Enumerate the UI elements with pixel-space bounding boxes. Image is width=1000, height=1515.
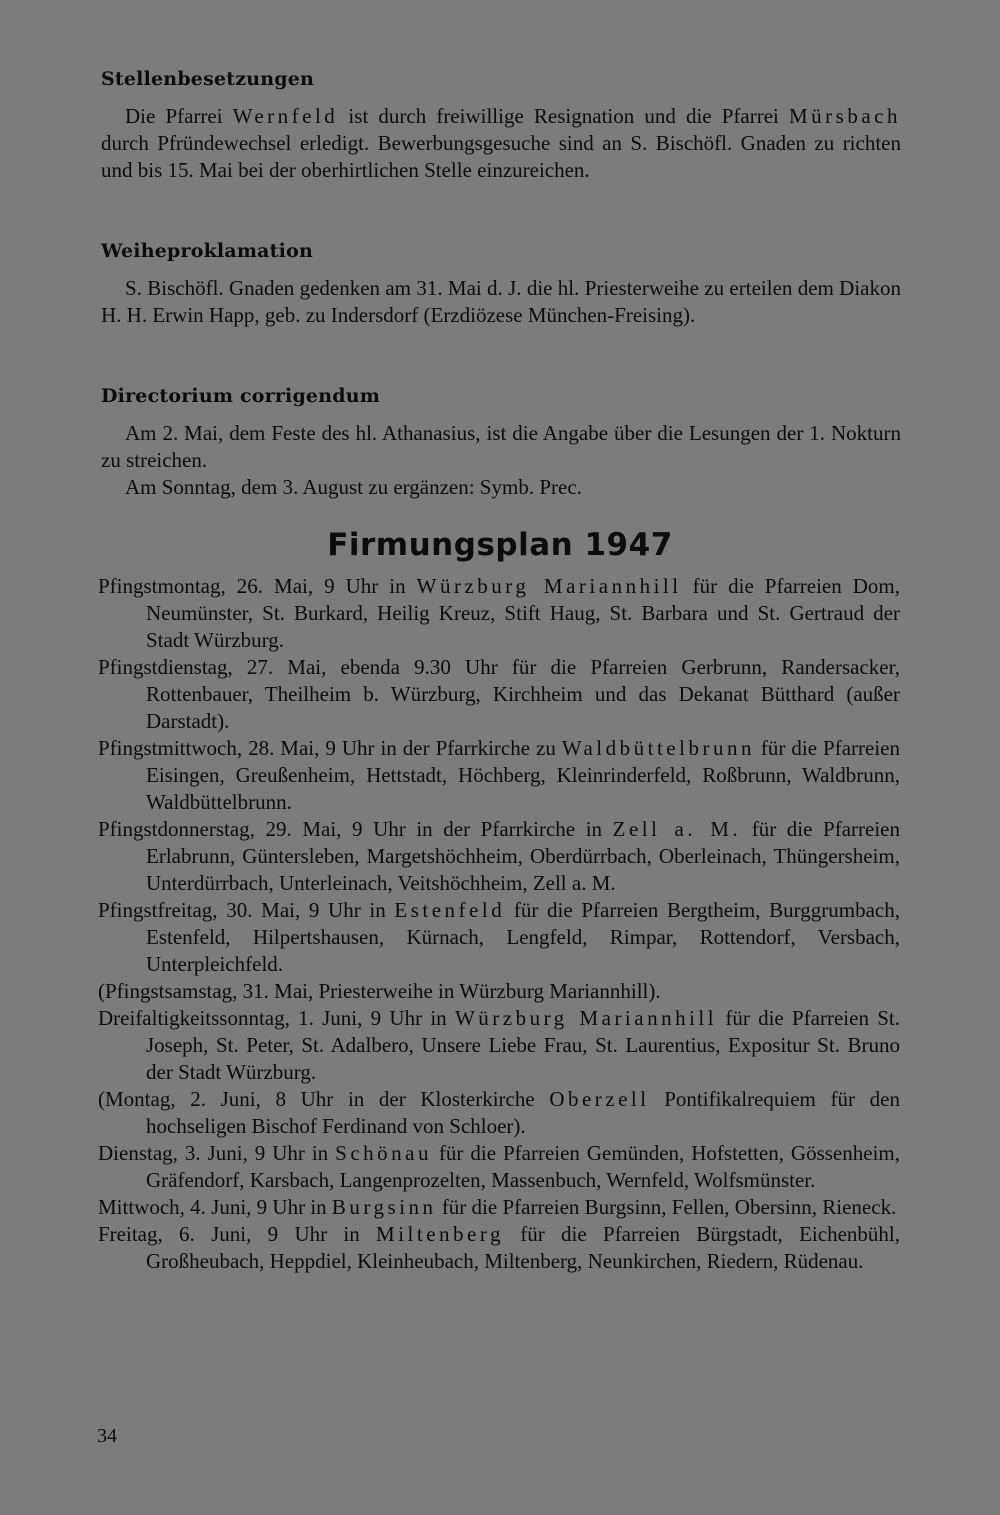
- section-paragraph: Am 2. Mai, dem Feste des hl. Athanasius, ist die Angabe über die Lesungen der 1. Nokturn zu streichen.: [101, 421, 901, 472]
- plan-entry: Pfingstdonnerstag, 29. Mai, 9 Uhr in der Pfarrkirche in Zell a. M. für die Pfarreien Erlabrunn, Güntersleben, Margetshöchheim, Oberdürrbach, Oberleinach, Thüngersheim, Unterdürrbach, Unterleinach, Veitshöchheim, Zell a. M.: [98, 817, 901, 895]
- section-stellenbesetzungen: [101, 68, 901, 184]
- section-paragraph: Die Pfarrei Wernfeld ist durch freiwillige Resignation und die Pfarrei Mürsbach durch Pfründewechsel erledigt. Bewerbungsgesuche sind an S. Bischöfl. Gnaden zu richten und bis 15. Mai bei der oberhirtlichen Stelle einzureichen.: [101, 104, 901, 182]
- section-heading: Stellenbesetzungen: [101, 68, 315, 90]
- section-paragraph: Am Sonntag, dem 3. August zu ergänzen: Symb. Prec.: [125, 475, 582, 499]
- plan-title: Firmungsplan 1947: [327, 527, 673, 563]
- plan-entry: (Montag, 2. Juni, 8 Uhr in der Klosterkirche Oberzell Pontifikalrequiem für den hochseligen Bischof Ferdinand von Schloer).: [98, 1087, 900, 1138]
- spaced-place-name: Wernfeld: [232, 104, 339, 128]
- plan-entry: Pfingstfreitag, 30. Mai, 9 Uhr in Estenfeld für die Pfarreien Bergtheim, Burggrumbach, Estenfeld, Hilpertshausen, Kürnach, Lengfeld, Rimpar, Rottendorf, Versbach, Unterpleichfeld.: [98, 898, 900, 976]
- spaced-place-name: Waldbüttelbrunn: [561, 736, 755, 760]
- section-paragraph: S. Bischöfl. Gnaden gedenken am 31. Mai d. J. die hl. Priesterweihe zu erteilen dem Diakon H. H. Erwin Happ, geb. zu Indersdorf (Erzdiözese München-Freising).: [101, 276, 901, 327]
- spaced-place-name: Miltenberg: [376, 1222, 504, 1246]
- spaced-place-name: Schönau: [335, 1141, 432, 1165]
- plan-entry: Dienstag, 3. Juni, 9 Uhr in Schönau für die Pfarreien Gemünden, Hofstetten, Gössenheim, Gräfendorf, Karsbach, Langenprozelten, Massenbuch, Wernfeld, Wolfsmünster.: [98, 1141, 900, 1192]
- spaced-place-name: Mürsbach: [789, 104, 901, 128]
- plan-entry: Pfingstmontag, 26. Mai, 9 Uhr in Würzburg Mariannhill für die Pfarreien Dom, Neumünster, St. Burkard, Heilig Kreuz, Stift Haug, St. Barbara und St. Gertraud der Stadt Würzburg.: [98, 574, 900, 652]
- spaced-place-name: Würzburg Mariannhill: [454, 1006, 718, 1030]
- section-heading: Weiheproklamation: [101, 240, 313, 262]
- plan-entry: Mittwoch, 4. Juni, 9 Uhr in Burgsinn für die Pfarreien Burgsinn, Fellen, Obersinn, Rieneck.: [98, 1195, 897, 1219]
- section-weiheproklamation: [101, 240, 901, 329]
- spaced-place-name: Burgsinn: [331, 1195, 437, 1219]
- plan-entry: (Pfingstsamstag, 31. Mai, Priesterweihe in Würzburg Mariannhill).: [98, 979, 661, 1003]
- firmungsplan-list: [98, 573, 900, 1275]
- section-heading: Directorium corrigendum: [101, 385, 381, 407]
- section-directorium-corrigendum: [101, 385, 901, 501]
- plan-entry: Freitag, 6. Juni, 9 Uhr in Miltenberg für die Pfarreien Bürgstadt, Eichenbühl, Großheubach, Heppdiel, Kleinheubach, Miltenberg, Neunkirchen, Riedern, Rüdenau.: [98, 1222, 900, 1273]
- spaced-place-name: Oberzell: [549, 1087, 650, 1111]
- plan-entry: Pfingstdienstag, 27. Mai, ebenda 9.30 Uhr für die Pfarreien Gerbrunn, Randersacker, Rottenbauer, Theilheim b. Würzburg, Kirchheim und das Dekanat Bütthard (außer Darstadt).: [98, 655, 900, 733]
- page-number: 34: [97, 1425, 117, 1447]
- plan-entry: Pfingstmittwoch, 28. Mai, 9 Uhr in der Pfarrkirche zu Waldbüttelbrunn für die Pfarreien Eisingen, Greußenheim, Hettstadt, Höchberg, Kleinrinderfeld, Roßbrunn, Waldbrunn, Waldbüttelbrunn.: [98, 736, 900, 814]
- spaced-place-name: Estenfeld: [394, 898, 506, 922]
- spaced-place-name: Würzburg Mariannhill: [416, 574, 682, 598]
- plan-entry: Dreifaltigkeitssonntag, 1. Juni, 9 Uhr in Würzburg Mariannhill für die Pfarreien St. Joseph, St. Peter, St. Adalbero, Unsere Liebe Frau, St. Laurentius, Expositur St. Bruno der Stadt Würzburg.: [98, 1006, 900, 1084]
- spaced-place-name: Zell a. M.: [612, 817, 742, 841]
